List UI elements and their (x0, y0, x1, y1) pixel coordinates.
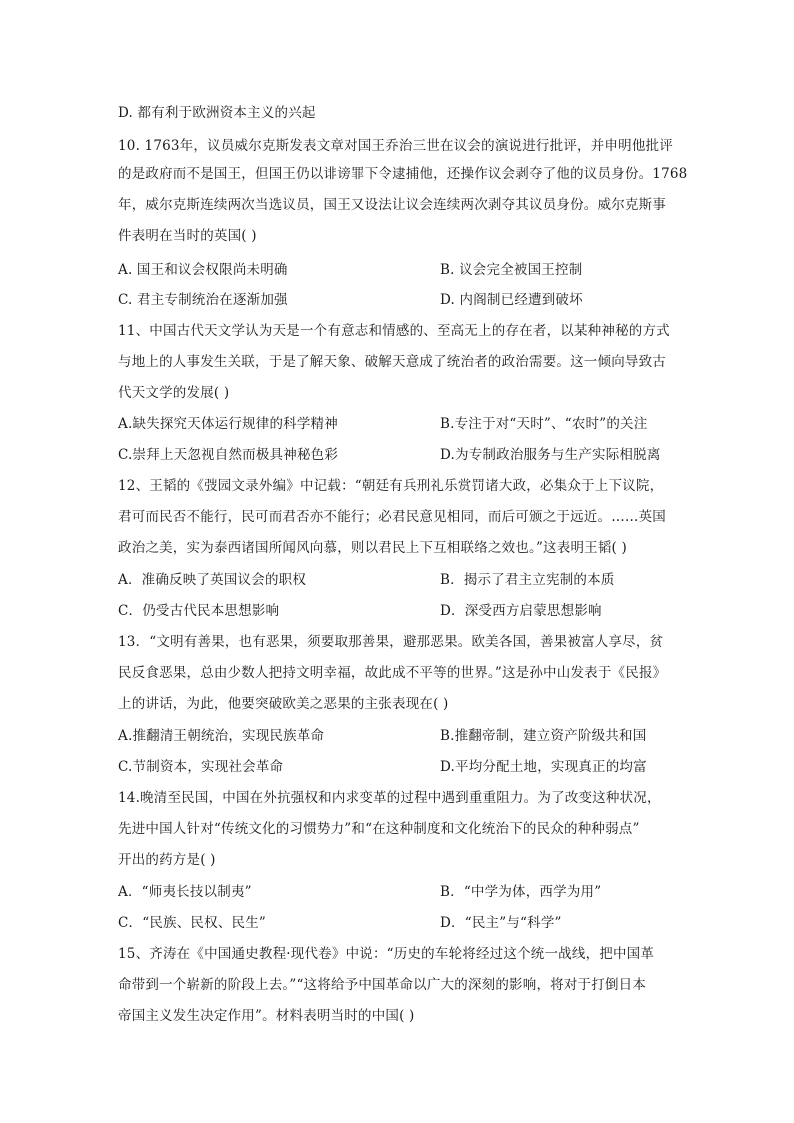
q11-stem-line: 与地上的人事发生关联，于是了解天象、破解天意成了统治者的政治需要。这一倾向导致古 (118, 354, 666, 370)
q13-option-a: A.推翻清王朝统治，实现民族革命 (118, 728, 325, 744)
q11-stem-line: 11、中国古代天文学认为天是一个有意志和情感的、至高无上的存在者，以某种神秘的方式 (118, 323, 670, 339)
q14-stem-line: 先进中国人针对“传统文化的习惯势力”和“在这种制度和文化统治下的民众的种种弱点” (118, 821, 640, 837)
q13-stem-line: 民反食恶果，总由少数人把持文明幸福，故此成不平等的世界。”这是孙中山发表于《民报》 (118, 665, 667, 681)
q12-stem-line: 君可而民否不能行，民可而君否亦不能行；必君民意见相同，而后可颁之于远近。……英国 (118, 509, 666, 525)
q14-option-b: B．“中学为体，西学为用” (440, 884, 602, 900)
q12-option-c: C．仍受古代民本思想影响 (118, 603, 280, 619)
q13-stem-line: 上的讲话，为此，他要突破欧美之恶果的主张表现在( ) (118, 696, 449, 712)
q10-option-a: A. 国王和议会权限尚未明确 (118, 262, 288, 278)
q14-option-c: C．“民族、民权、民生” (118, 915, 267, 931)
q14-stem-line: 开出的药方是( ) (118, 852, 216, 868)
q14-option-a: A．“师夷长技以制夷” (118, 884, 252, 900)
q10-stem-line: 的是政府而不是国王，但国王仍以诽谤罪下令逮捕他，还操作议会剥夺了他的议员身份。1768 (118, 166, 688, 182)
q13-stem-line: 13．“文明有善果，也有恶果，须要取那善果，避那恶果。欧美各国，善果被富人享尽，贫 (118, 634, 664, 650)
q11-option-a: A.缺失探究天体运行规律的科学精神 (118, 416, 338, 432)
q12-option-a: A．准确反映了英国议会的职权 (118, 572, 307, 588)
q10-stem-line: 年，威尔克斯连续两次当选议员，国王又设法让议会连续两次剥夺其议员身份。威尔克斯事 (118, 197, 666, 213)
q10-option-c: C. 君主专制统治在逐渐加强 (118, 292, 288, 308)
q15-stem-line: 帝国主义发生决定作用”。材料表明当时的中国( ) (118, 1008, 415, 1024)
q12-option-b: B．揭示了君主立宪制的本质 (440, 572, 615, 588)
q11-stem-line: 代天文学的发展( ) (118, 385, 230, 401)
q14-stem-line: 14.晚清至民国，中国在外抗强权和内求变革的过程中遇到重重阻力。为了改变这种状况， (118, 790, 661, 806)
q13-option-c: C.节制资本，实现社会革命 (118, 759, 284, 775)
q11-option-d: D.为专制政治服务与生产实际相脱离 (440, 447, 661, 463)
q12-stem-line: 12、王韬的《弢园文录外编》中记载：“朝廷有兵刑礼乐赏罚诸大政，必集众于上下议院， (118, 478, 664, 494)
q10-option-d: D. 内阁制已经遭到破坏 (440, 292, 583, 308)
q11-option-c: C.崇拜上天忽视自然而极具神秘色彩 (118, 447, 339, 463)
q14-option-d: D．“民主”与“科学” (440, 915, 562, 931)
q15-stem-line: 15、齐涛在《中国通史教程·现代卷》中说：“历史的车轮将经过这个统一战线，把中国革 (118, 946, 655, 962)
q10-option-b: B. 议会完全被国王控制 (440, 262, 583, 278)
q12-option-d: D．深受西方启蒙思想影响 (440, 603, 602, 619)
q9-option-d: D. 都有利于欧洲资本主义的兴起 (118, 105, 316, 121)
q10-stem-line: 件表明在当时的英国( ) (118, 228, 257, 244)
q10-stem-line: 10. 1763年，议员威尔克斯发表文章对国王乔治三世在议会的演说进行批评，并申明他批评 (118, 138, 673, 154)
q13-option-d: D.平均分配土地，实现真正的均富 (440, 759, 647, 775)
q13-option-b: B.推翻帝制，建立资产阶级共和国 (440, 728, 647, 744)
q12-stem-line: 政治之美，实为泰西诸国所闻风向慕，则以君民上下互相联络之效也。”这表明王韬( ) (118, 540, 627, 556)
q11-option-b: B.专注于对“天时”、“农时”的关注 (440, 416, 648, 432)
q15-stem-line: 命带到一个崭新的阶段上去。”“这将给予中国革命以广大的深刻的影响，将对于打倒日本 (118, 977, 647, 993)
